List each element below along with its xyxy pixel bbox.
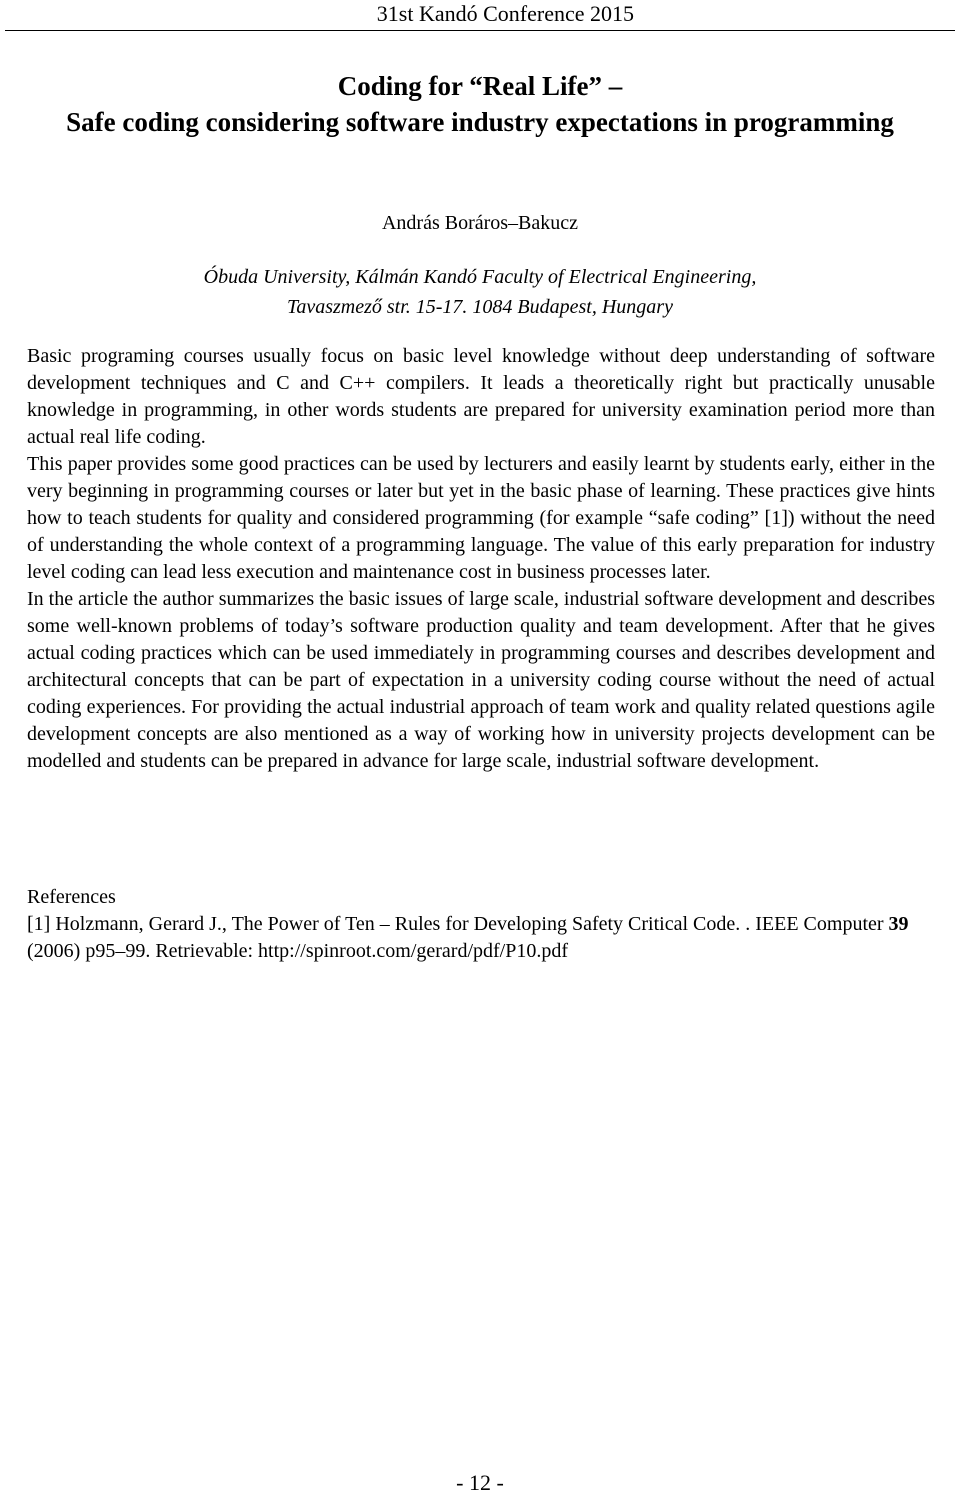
references-heading: References — [27, 886, 116, 908]
running-header: 31st Kandó Conference 2015 — [376, 1, 634, 26]
header-rule — [5, 30, 955, 31]
reference-text-end: (2006) p95–99. Retrievable: http://spinroot.com/gerard/pdf/P10.pdf — [27, 940, 569, 962]
abstract-paragraph-3: In the article the author summarizes the basic issues of large scale, industrial software development and describes some well-known problems of today’s software production quality and team development. After that he gives actual coding practices which can be used immediately in programming courses and describes development and architectural concepts that can be part of expectation in a university coding course without the need of actual coding experiences. For providing the actual industrial approach of team work and quality related questions agile development concepts are also mentioned as a way of working how in university projects development can be modelled and students can be prepared in advance for large scale, industrial software development. — [27, 588, 935, 772]
reference-item — [27, 911, 937, 965]
title-line-2: Safe coding considering software industry expectations in programming — [66, 107, 894, 137]
affiliation — [0, 262, 960, 322]
title-line-1: Coding for “Real Life” – — [337, 71, 623, 101]
author-name: András Boráros–Bakucz — [381, 212, 579, 234]
page-number: - 12 - — [456, 1470, 504, 1495]
abstract-paragraph-2: This paper provides some good practices can be used by lecturers and easily learnt by students early, either in the very beginning in programming courses or later but yet in the basic phase of learning. These practices give hints how to teach students for quality and considered programming (for example “safe coding” [1]) without the need of understanding the whole context of a programming language. The value of this early preparation for industry level coding can lead less execution and maintenance cost in business processes later. — [27, 453, 935, 583]
abstract-paragraph-1: Basic programing courses usually focus on basic level knowledge without deep understanding of software development techniques and C and C++ compilers. It leads a theoretically right but practically unusable knowledge in programming, in other words students are prepared for university examination period more than actual real life coding. — [27, 345, 935, 448]
paper-title — [60, 68, 900, 140]
affiliation-line-2: Tavaszmező str. 15-17. 1084 Budapest, Hungary — [287, 296, 673, 318]
abstract — [27, 343, 935, 775]
reference-text-start: [1] Holzmann, Gerard J., The Power of Ten – Rules for Developing Safety Critical Code. . IEEE Computer — [27, 913, 889, 935]
affiliation-line-1: Óbuda University, Kálmán Kandó Faculty of Electrical Engineering, — [203, 266, 757, 288]
references-section — [27, 884, 937, 965]
reference-volume: 39 — [888, 913, 909, 935]
